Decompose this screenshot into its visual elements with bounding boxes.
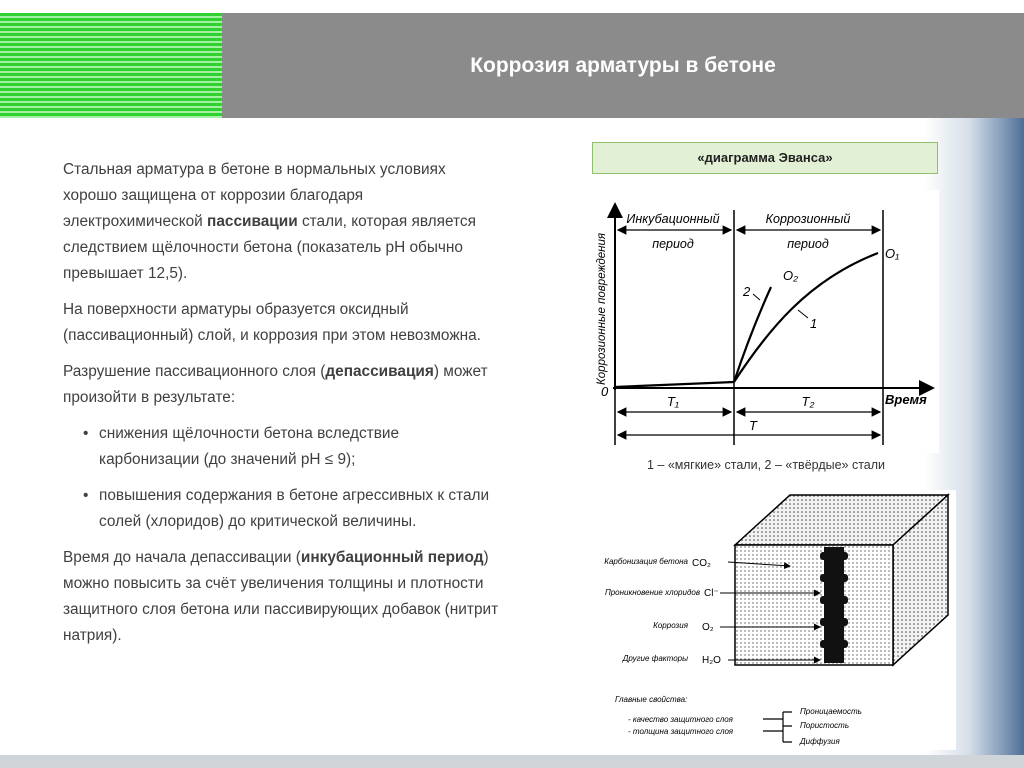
concrete-cube-illustration [580, 490, 956, 750]
factor-label: Карбонизация бетона [604, 557, 688, 566]
paragraph-2: На поверхности арматуры образуется оксидный (пассивационный) слой, и коррозия при этом невозможна. [63, 301, 481, 344]
paragraph-1: Стальная арматура в бетоне в нормальных условиях хорошо защищена от коррозии благодаря электрохимической пассивации стали, которая является следствием щёлочности бетона (показатель pH обычно превышает 12,5). [63, 161, 476, 282]
cube-front-face [735, 545, 893, 665]
footer-bar [0, 755, 1024, 768]
curve-1-label: 1 [810, 316, 818, 331]
curve-1-leader [798, 310, 808, 318]
t-label: T [749, 418, 757, 433]
diagram-caption: 1 – «мягкие» стали, 2 – «твёрдые» стали [646, 458, 886, 472]
y-axis-label: Коррозионные повреждения [596, 233, 608, 385]
origin-label: 0 [601, 384, 609, 399]
x-axis-label: Время [885, 392, 927, 407]
corrosion-label-1: Коррозионный [765, 212, 851, 226]
factor-chem: CO₂ [692, 558, 711, 569]
prop-item: - качество защитного слоя [628, 715, 733, 724]
curve-2 [734, 287, 771, 382]
o1-label: O₁ [885, 246, 900, 261]
factor-chem: H₂O [702, 655, 721, 666]
result-item: Пористость [800, 721, 850, 730]
body-text [63, 157, 503, 659]
result-item: Диффузия [800, 737, 840, 746]
corrosion-label-2: период [787, 237, 829, 251]
props-bracket [763, 712, 792, 742]
curve-2-leader [753, 294, 760, 300]
factor-chem: Cl⁻ [704, 588, 719, 599]
t2-label: T₂ [801, 394, 815, 409]
slide-title: Коррозия арматуры в бетоне [470, 54, 776, 77]
prop-item: - толщина защитного слоя [628, 727, 734, 736]
incubation-label-1: Инкубационный [626, 212, 720, 226]
list-item: • снижения щёлочности бетона вследствие карбонизации (до значений pH ≤ 9); [99, 421, 503, 473]
paragraph-3: Разрушение пассивационного слоя (депассивация) может произойти в результате: [63, 363, 488, 406]
factor-label: Другие факторы [622, 654, 688, 663]
factor-label: Коррозия [653, 621, 688, 630]
factor-label: Проникновение хлоридов [604, 588, 700, 597]
props-title: Главные свойства: [615, 695, 688, 704]
factor-chem: O₂ [702, 622, 714, 633]
paragraph-4: Время до начала депассивации (инкубационный период) можно повысить за счёт увеличения толщины и плотности защитного слоя бетона или пассивирующих добавок (нитрит натрия). [63, 549, 499, 644]
curve-1 [734, 253, 878, 382]
t1-label: T₁ [666, 394, 680, 409]
bullet-list [63, 421, 503, 535]
result-item: Проницаемость [800, 707, 862, 716]
striped-accent [0, 13, 222, 118]
evans-diagram [593, 190, 939, 453]
list-item: • повышения содержания в бетоне агрессивных к стали солей (хлоридов) до критической величины. [99, 483, 503, 535]
diagram-label: «диаграмма Эванса» [592, 142, 938, 174]
o2-label: O₂ [783, 268, 799, 283]
bullet-icon: • [83, 487, 89, 504]
curve-2-label: 2 [743, 284, 751, 299]
incubation-line [615, 382, 734, 387]
incubation-label-2: период [652, 237, 694, 251]
bullet-icon: • [83, 425, 89, 442]
